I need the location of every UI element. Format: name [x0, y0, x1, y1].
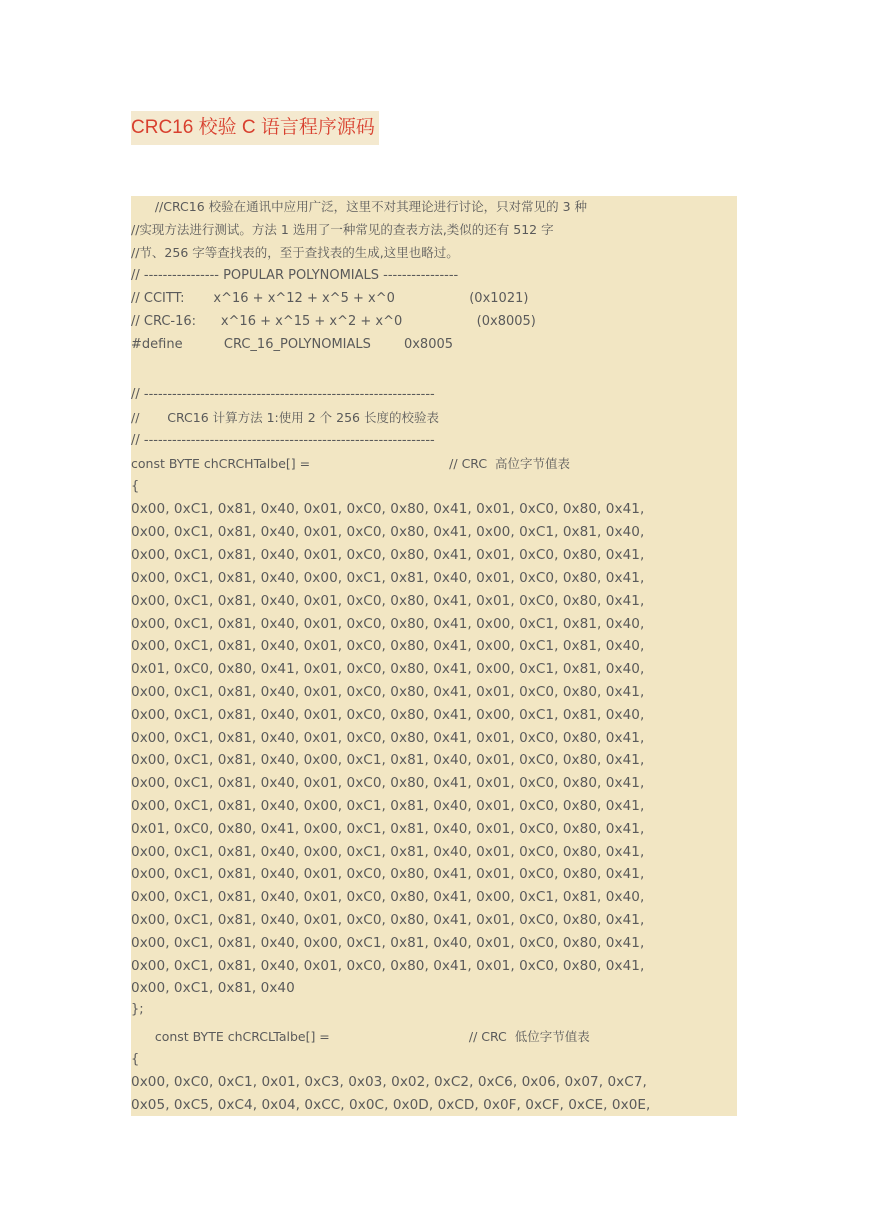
code-line-brace: {: [131, 1052, 140, 1067]
code-line-method: // CRC16 计算方法 1:使用 2 个 256 长度的校验表: [131, 410, 439, 425]
code-line-header: //节、256 字等查找表的，至于查找表的生成,这里也略过。: [131, 245, 459, 260]
table-row: 0x00, 0xC1, 0x81, 0x40, 0x01, 0xC0, 0x80, 0x41, 0x01, 0xC0, 0x80, 0x41,: [131, 775, 645, 791]
table-row: 0x00, 0xC1, 0x81, 0x40, 0x00, 0xC1, 0x81, 0x40, 0x01, 0xC0, 0x80, 0x41,: [131, 570, 645, 586]
table-row: 0x00, 0xC1, 0x81, 0x40, 0x00, 0xC1, 0x81, 0x40, 0x01, 0xC0, 0x80, 0x41,: [131, 844, 645, 860]
table-row: 0x00, 0xC1, 0x81, 0x40, 0x01, 0xC0, 0x80, 0x41, 0x00, 0xC1, 0x81, 0x40,: [131, 524, 645, 540]
table-row: 0x00, 0xC1, 0x81, 0x40, 0x01, 0xC0, 0x80, 0x41, 0x01, 0xC0, 0x80, 0x41,: [131, 684, 645, 700]
table-row: 0x00, 0xC1, 0x81, 0x40: [131, 980, 295, 996]
table-row: 0x00, 0xC1, 0x81, 0x40, 0x01, 0xC0, 0x80, 0x41, 0x00, 0xC1, 0x81, 0x40,: [131, 638, 645, 654]
code-line-define: #define CRC_16_POLYNOMIALS 0x8005: [131, 337, 454, 352]
code-line-declaration: const BYTE chCRCLTalbe[] = // CRC 低位字节值表: [131, 1029, 590, 1044]
code-line-brace: {: [131, 479, 140, 494]
code-line-header: //CRC16 校验在通讯中应用广泛，这里不对其理论进行讨论，只对常见的 3 种: [131, 199, 588, 214]
table-row: 0x00, 0xC1, 0x81, 0x40, 0x00, 0xC1, 0x81, 0x40, 0x01, 0xC0, 0x80, 0x41,: [131, 752, 645, 768]
code-line-brace: };: [131, 1002, 144, 1017]
table-row: 0x01, 0xC0, 0x80, 0x41, 0x01, 0xC0, 0x80, 0x41, 0x00, 0xC1, 0x81, 0x40,: [131, 661, 645, 677]
code-line-header: // CCITT: x^16 + x^12 + x^5 + x^0 (0x1021): [131, 291, 529, 306]
table-row: 0x00, 0xC1, 0x81, 0x40, 0x01, 0xC0, 0x80, 0x41, 0x01, 0xC0, 0x80, 0x41,: [131, 912, 645, 928]
code-line-declaration: const BYTE chCRCHTalbe[] = // CRC 高位字节值表: [131, 456, 571, 471]
table-row: 0x00, 0xC1, 0x81, 0x40, 0x01, 0xC0, 0x80, 0x41, 0x01, 0xC0, 0x80, 0x41,: [131, 730, 645, 746]
table-row: 0x00, 0xC1, 0x81, 0x40, 0x01, 0xC0, 0x80, 0x41, 0x00, 0xC1, 0x81, 0x40,: [131, 889, 645, 905]
table-row: 0x00, 0xC1, 0x81, 0x40, 0x01, 0xC0, 0x80, 0x41, 0x00, 0xC1, 0x81, 0x40,: [131, 707, 645, 723]
table-row: 0x00, 0xC1, 0x81, 0x40, 0x01, 0xC0, 0x80, 0x41, 0x01, 0xC0, 0x80, 0x41,: [131, 547, 645, 563]
table-row: 0x00, 0xC1, 0x81, 0x40, 0x01, 0xC0, 0x80, 0x41, 0x01, 0xC0, 0x80, 0x41,: [131, 866, 645, 882]
code-line-method: // --------------------------------------------------------------: [131, 433, 435, 448]
document-title: CRC16 校验 C 语言程序源码: [131, 111, 379, 145]
code-block: [131, 196, 737, 1116]
code-line-header: // CRC-16: x^16 + x^15 + x^2 + x^0 (0x8005): [131, 314, 536, 329]
table-row: 0x00, 0xC1, 0x81, 0x40, 0x01, 0xC0, 0x80, 0x41, 0x01, 0xC0, 0x80, 0x41,: [131, 958, 645, 974]
table-row: 0x00, 0xC1, 0x81, 0x40, 0x00, 0xC1, 0x81, 0x40, 0x01, 0xC0, 0x80, 0x41,: [131, 798, 645, 814]
code-line-method: // --------------------------------------------------------------: [131, 387, 435, 402]
table-row: 0x00, 0xC1, 0x81, 0x40, 0x01, 0xC0, 0x80, 0x41, 0x00, 0xC1, 0x81, 0x40,: [131, 616, 645, 632]
table-row: 0x00, 0xC1, 0x81, 0x40, 0x00, 0xC1, 0x81, 0x40, 0x01, 0xC0, 0x80, 0x41,: [131, 935, 645, 951]
table-row: 0x05, 0xC5, 0xC4, 0x04, 0xCC, 0x0C, 0x0D, 0xCD, 0x0F, 0xCF, 0xCE, 0x0E,: [131, 1097, 651, 1113]
table-row: 0x00, 0xC0, 0xC1, 0x01, 0xC3, 0x03, 0x02, 0xC2, 0xC6, 0x06, 0x07, 0xC7,: [131, 1074, 647, 1090]
code-line-header: //实现方法进行测试。方法 1 选用了一种常见的查表方法,类似的还有 512 字: [131, 222, 554, 237]
table-row: 0x01, 0xC0, 0x80, 0x41, 0x00, 0xC1, 0x81, 0x40, 0x01, 0xC0, 0x80, 0x41,: [131, 821, 645, 837]
table-row: 0x00, 0xC1, 0x81, 0x40, 0x01, 0xC0, 0x80, 0x41, 0x01, 0xC0, 0x80, 0x41,: [131, 593, 645, 609]
code-line-header: // ---------------- POPULAR POLYNOMIALS ----------------: [131, 268, 459, 283]
table-row: 0x00, 0xC1, 0x81, 0x40, 0x01, 0xC0, 0x80, 0x41, 0x01, 0xC0, 0x80, 0x41,: [131, 501, 645, 517]
